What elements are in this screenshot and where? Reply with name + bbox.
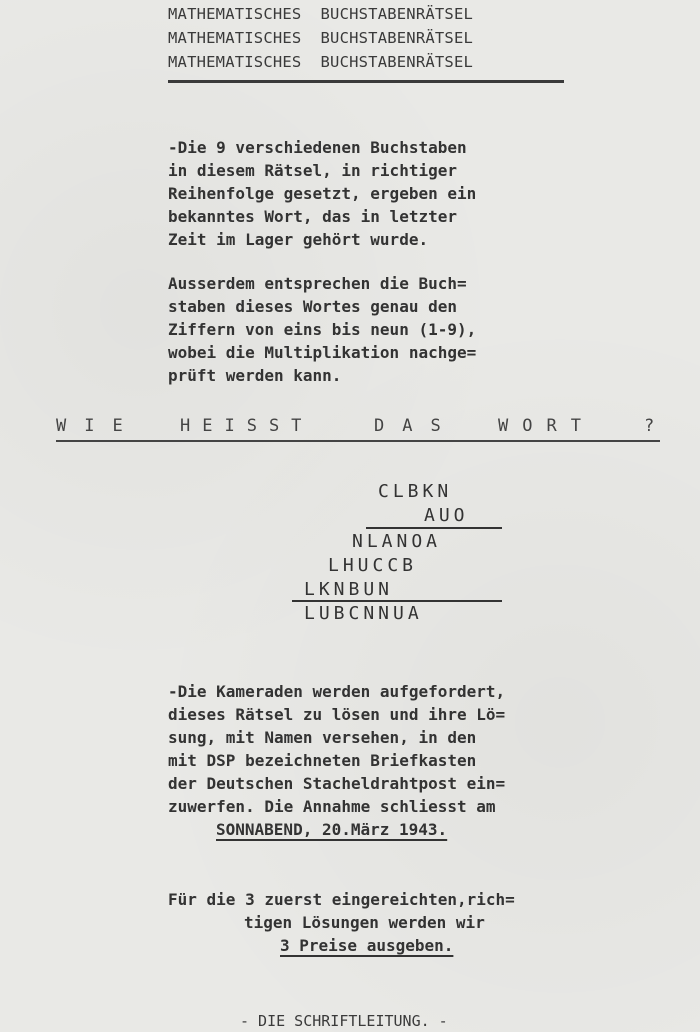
rule-paragraph: [168, 272, 588, 387]
question-word: HEISST: [180, 416, 314, 436]
instruction-line: dieses Rätsel zu lösen und ihre Lö=: [168, 705, 506, 724]
intro-line: in diesem Rätsel, in richtiger: [168, 161, 457, 180]
prizes-line: tigen Lösungen werden wir: [244, 913, 485, 932]
prizes-highlight: 3 Preise ausgeben.: [280, 936, 454, 955]
multiplicand: CLBKN: [378, 481, 453, 502]
title-block: [168, 2, 564, 74]
partial-product: LKNBUN: [304, 579, 394, 600]
instruction-line: sung, mit Namen versehen, in den: [168, 728, 477, 747]
title-line: MATHEMATISCHES BUCHSTABENRÄTSEL: [168, 5, 474, 23]
question-underline: [56, 440, 660, 442]
title-underline: [168, 80, 564, 83]
intro-line: bekanntes Wort, das in letzter: [168, 207, 457, 226]
signature: - DIE SCHRIFTLEITUNG. -: [240, 1012, 448, 1030]
multiplier: AUO: [424, 505, 469, 526]
instruction-line: zuwerfen. Die Annahme schliesst am: [168, 797, 496, 816]
rule-line: Ziffern von eins bis neun (1-9),: [168, 320, 477, 339]
partial-product: NLANOA: [352, 531, 442, 552]
intro-line: -Die 9 verschiedenen Buchstaben: [168, 138, 467, 157]
question-word: WIE: [56, 416, 141, 436]
title-line: MATHEMATISCHES BUCHSTABENRÄTSEL: [168, 53, 474, 71]
partial-product: LHUCCB: [328, 555, 418, 576]
prizes-line: Für die 3 zuerst eingereichten,rich=: [168, 890, 515, 909]
deadline-date: SONNABEND, 20.März 1943.: [216, 820, 448, 839]
instruction-line: der Deutschen Stacheldrahtpost ein=: [168, 774, 506, 793]
question-mark: ?: [644, 416, 655, 436]
question-word: DAS: [374, 416, 459, 436]
rule-line: wobei die Multiplikation nachge=: [168, 343, 477, 362]
instruction-line: -Die Kameraden werden aufgefordert,: [168, 682, 506, 701]
question-word: WORT: [498, 416, 595, 436]
instruction-line: mit DSP bezeichneten Briefkasten: [168, 751, 477, 770]
intro-line: Reihenfolge gesetzt, ergeben ein: [168, 184, 477, 203]
title-line: MATHEMATISCHES BUCHSTABENRÄTSEL: [168, 29, 474, 47]
intro-line: Zeit im Lager gehört wurde.: [168, 230, 429, 249]
multiplier-rule: [366, 527, 502, 529]
prizes-paragraph: [168, 888, 628, 957]
rule-line: Ausserdem entsprechen die Buch=: [168, 274, 467, 293]
intro-paragraph: [168, 136, 588, 251]
rule-line: staben dieses Wortes genau den: [168, 297, 457, 316]
result: LUBCNNUA: [304, 603, 423, 624]
rule-line: prüft werden kann.: [168, 366, 342, 385]
instructions-paragraph: [168, 680, 608, 841]
